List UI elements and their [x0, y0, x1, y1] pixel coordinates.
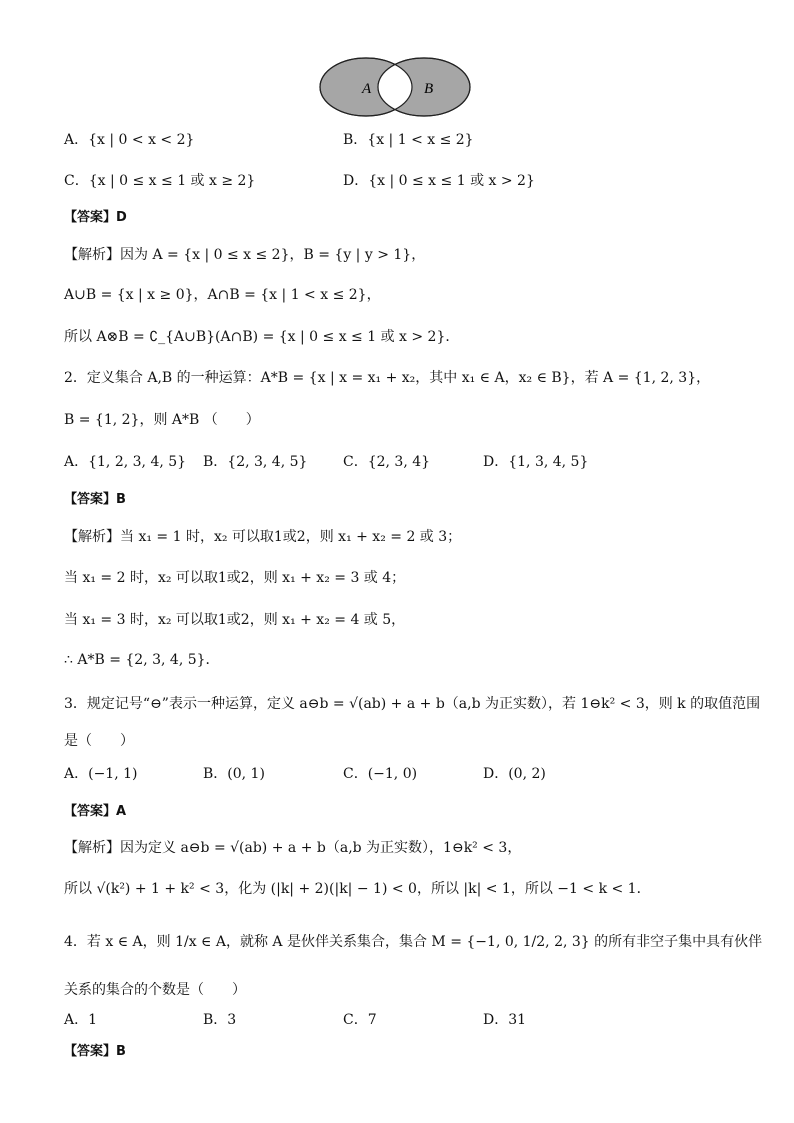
q1-analysis-line: 所以 A⊗B = ∁_{A∪B}(A∩B) = {x | 0 ≤ x ≤ 1 或 x > 2}． [64, 329, 460, 345]
q2-analysis-line: ∴ A*B = {2, 3, 4, 5}． [64, 652, 220, 668]
q2-option-d: D．{1, 3, 4, 5} [483, 454, 589, 470]
q2-stem: 2．定义集合 A,B 的一种运算：A*B = {x | x = x₁ + x₂，其中 x₁ ∈ A，x₂ ∈ B}，若 A = {1, 2, 3}， [64, 370, 711, 386]
q2-stem-cont: B = {1, 2}，则 A*B （ ） [64, 412, 260, 428]
q1-analysis-line: 【解析】因为 A = {x | 0 ≤ x ≤ 2}，B = {y | y > 1}， [64, 247, 426, 263]
q1-option-a: A．{x | 0 < x < 2} [64, 132, 195, 148]
q1-answer: 【答案】D [64, 210, 127, 225]
q2-analysis-line: 【解析】当 x₁ = 1 时，x₂ 可以取1或2，则 x₁ + x₂ = 2 或 3； [64, 529, 462, 545]
q3-stem-cont: 是（ ） [64, 733, 134, 749]
q3-answer: 【答案】A [64, 804, 127, 819]
q4-answer: 【答案】B [64, 1044, 126, 1059]
q4-stem-cont: 关系的集合的个数是（ ） [64, 982, 246, 998]
q3-option-d: D．(0, 2) [483, 766, 546, 782]
q3-option-b: B．(0, 1) [203, 766, 265, 782]
q3-analysis-line: 【解析】因为定义 a⊖b = √(ab) + a + b（a,b 为正实数），1⊖k² < 3， [64, 840, 522, 856]
venn-diagram [318, 54, 474, 120]
q2-answer: 【答案】B [64, 492, 126, 507]
q2-option-b: B．{2, 3, 4, 5} [203, 454, 308, 470]
q3-stem: 3．规定记号“⊖”表示一种运算，定义 a⊖b = √(ab) + a + b（a,b 为正实数），若 1⊖k² < 3，则 k 的取值范围 [64, 696, 761, 712]
set-b-label: B [424, 81, 434, 97]
q4-stem: 4．若 x ∈ A，则 1/x ∈ A，就称 A 是伙伴关系集合，集合 M = {−1, 0, 1/2, 2, 3} 的所有非空子集中具有伙伴 [64, 934, 763, 950]
q3-option-a: A．(−1, 1) [64, 766, 138, 782]
q2-analysis-line: 当 x₁ = 2 时，x₂ 可以取1或2，则 x₁ + x₂ = 3 或 4； [64, 570, 406, 586]
set-a-label: A [362, 81, 372, 97]
q2-option-c: C．{2, 3, 4} [343, 454, 431, 470]
q1-option-d: D．{x | 0 ≤ x ≤ 1 或 x > 2} [343, 173, 535, 189]
q4-option-d: D．31 [483, 1012, 527, 1028]
q1-option-b: B．{x | 1 < x ≤ 2} [343, 132, 474, 148]
q2-analysis-line: 当 x₁ = 3 时，x₂ 可以取1或2，则 x₁ + x₂ = 4 或 5， [64, 612, 406, 628]
q1-analysis-line: A∪B = {x | x ≥ 0}，A∩B = {x | 1 < x ≤ 2}， [64, 287, 381, 303]
q3-option-c: C．(−1, 0) [343, 766, 418, 782]
q2-option-a: A．{1, 2, 3, 4, 5} [64, 454, 187, 470]
q1-option-c: C．{x | 0 ≤ x ≤ 1 或 x ≥ 2} [64, 173, 256, 189]
q3-analysis-line: 所以 √(k²) + 1 + k² < 3，化为 (|k| + 2)(|k| − 1) < 0，所以 |k| < 1，所以 −1 < k < 1． [64, 881, 651, 897]
q4-option-a: A．1 [64, 1012, 98, 1028]
q4-option-b: B．3 [203, 1012, 237, 1028]
q4-option-c: C．7 [343, 1012, 377, 1028]
